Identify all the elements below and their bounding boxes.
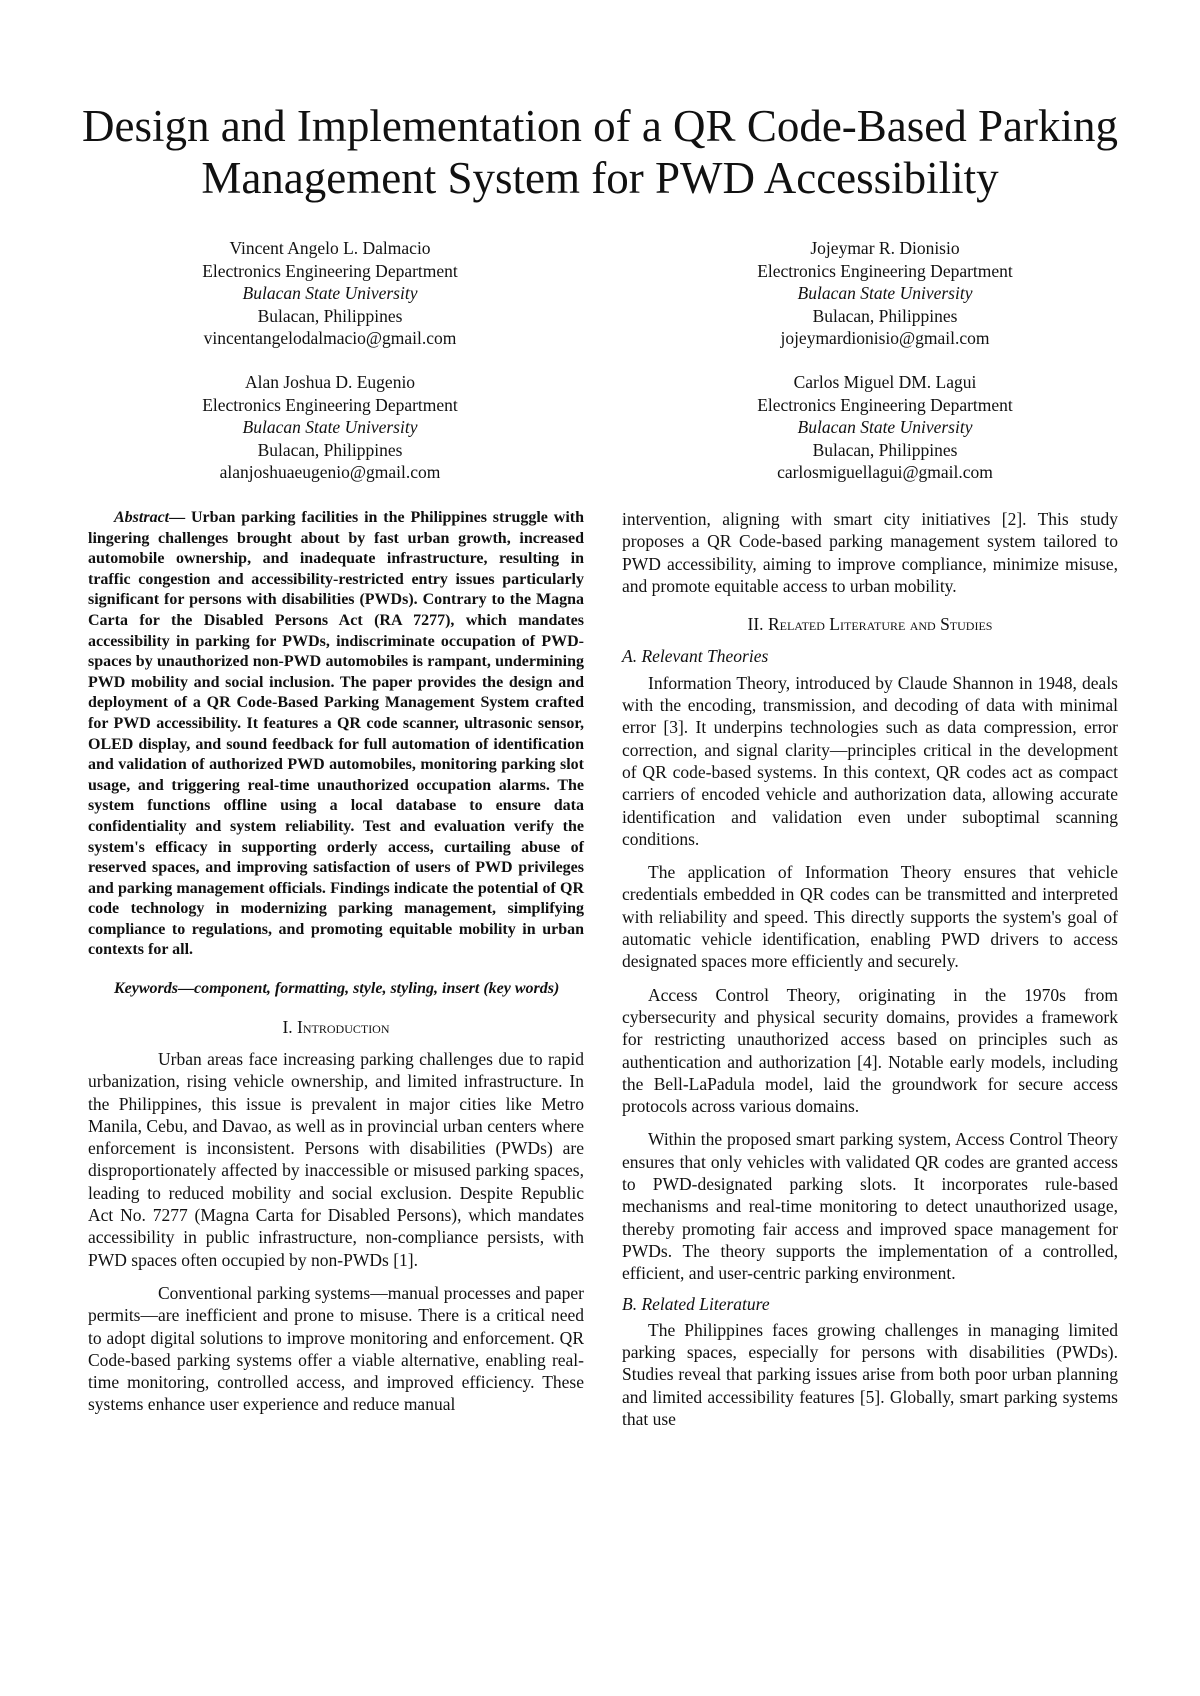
body-paragraph: Information Theory, introduced by Claude Shannon in 1948, deals with the encoding, transmission, and decoding of data with minimal error [3]. It underpins technologies such as data compression, error correction, and signal clarity—principles critical in the development of QR code-based systems. In this context, QR codes act as compact carriers of encoded vehicle and authorization data, allowing accurate identification and validation even under suboptimal scanning conditions. <box>622 672 1118 849</box>
subsection-title: Relevant Theories <box>641 646 769 667</box>
author-location: Bulacan, Philippines <box>812 439 958 460</box>
author-block <box>655 237 1115 350</box>
body-paragraph: Within the proposed smart parking system, Access Control Theory ensures that only vehicles with validated QR codes are granted access to PWD-designated parking slots. It incorporates rule-based mechanisms and real-time monitoring to detect unauthorized usage, thereby promoting fair access and improved space management for PWDs. The theory supports the implementation of a controlled, efficient, and user-centric parking environment. <box>622 1129 1118 1284</box>
author-department: Electronics Engineering Department <box>202 260 458 281</box>
author-department: Electronics Engineering Department <box>202 394 458 415</box>
author-department: Electronics Engineering Department <box>757 394 1013 415</box>
author-email: vincentangelodalmacio@gmail.com <box>203 328 457 348</box>
abstract <box>88 508 584 961</box>
abstract-text: — Urban parking facilities in the Philippines struggle with lingering challenges brought about by fast urban growth, increased automobile ownership, and inadequate infrastructure, resulting in traffic congestion and accessibility-restricted entry issues particularly significant for persons with disabilities (PWDs). Contrary to the Magna Carta for the Disabled Persons Act (RA 7277), which mandates accessibility in parking for PWDs, indiscriminate occupation of PWD-spaces by unauthorized non-PWD automobiles is rampant, undermining PWD mobility and social inclusion. The paper provides the design and deployment of a QR Code-Based Parking Management System crafted for PWD accessibility. It features a QR code scanner, ultrasonic sensor, OLED display, and sound feedback for full automation of identification and validation of authorized PWD automobiles, monitoring parking slot usage, and triggering real-time unauthorized occupation alarms. The system functions offline using a local database to ensure data confidentiality and system reliability. Test and evaluation verify the system's efficacy in supporting orderly access, curtailing abuse of reserved spaces, and improving satisfaction of users of PWD privileges and parking management officials. Findings indicate the potential of QR code technology in modernizing parking management, simplifying compliance to regulations, and promoting equitable mobility in urban contexts for all. <box>88 509 584 959</box>
author-email: jojeymardionisio@gmail.com <box>780 328 990 348</box>
body-paragraph: The application of Information Theory ensures that vehicle credentials embedded in QR codes can be transmitted and interpreted with reliability and speed. This directly supports the system's goal of automatic vehicle identification, enabling PWD drivers to access designated spaces more efficiently and securely. <box>622 862 1118 972</box>
body-paragraph: The Philippines faces growing challenges in managing limited parking spaces, especially for persons with disabilities (PWDs). Studies reveal that parking issues arise from both poor urban planning and limited accessibility features [5]. Globally, smart parking systems that use <box>622 1319 1118 1429</box>
author-university: Bulacan State University <box>242 283 418 303</box>
author-email: alanjoshuaeugenio@gmail.com <box>219 462 441 482</box>
left-column <box>88 508 584 1416</box>
keywords: Keywords—component, formatting, style, styling, insert (key words) <box>114 980 560 998</box>
section-number: I. <box>282 1016 293 1037</box>
body-paragraph: Urban areas face increasing parking challenges due to rapid urbanization, rising vehicle ownership, and limited infrastructure. In the Philippines, this issue is prevalent in major cities like Metro Manila, Cebu, and Davao, as well as in provincial urban centers where enforcement is inconsistent. Persons with disabilities (PWDs) are disproportionately affected by inaccessible or misused parking spaces, leading to reduced mobility and social exclusion. Despite Republic Act No. 7277 (Magna Carta for Disabled Persons), which mandates accessibility in public infrastructure, non-compliance persists, with PWD spaces often occupied by non-PWDs [1]. <box>88 1048 584 1270</box>
author-block <box>100 371 560 484</box>
author-department: Electronics Engineering Department <box>757 260 1013 281</box>
right-column <box>622 508 1118 1430</box>
body-paragraph: intervention, aligning with smart city initiatives [2]. This study proposes a QR Code-based parking management system tailored to PWD accessibility, aiming to improve compliance, minimize misuse, and promote equitable access to urban mobility. <box>622 509 1118 596</box>
author-university: Bulacan State University <box>797 417 973 437</box>
abstract-label: Abstract <box>114 509 170 526</box>
author-block <box>100 237 560 350</box>
author-name: Jojeymar R. Dionisio <box>810 238 960 258</box>
author-name: Vincent Angelo L. Dalmacio <box>229 238 431 258</box>
body-paragraph: Conventional parking systems—manual processes and paper permits—are inefficient and prone to misuse. There is a critical need to adopt digital solutions to improve monitoring and enforcement. QR Code-based parking systems offer a viable alternative, enabling real-time monitoring, controlled access, and improved efficiency. These systems enhance user experience and reduce manual <box>88 1282 584 1415</box>
author-name: Alan Joshua D. Eugenio <box>244 372 416 392</box>
author-university: Bulacan State University <box>242 417 418 437</box>
subsection-title: Related Literature <box>641 1293 770 1314</box>
subsection-label: A. <box>622 646 638 667</box>
author-block <box>655 371 1115 484</box>
author-location: Bulacan, Philippines <box>257 439 403 460</box>
subsection-heading-related-literature <box>622 1293 1118 1315</box>
section-heading-introduction <box>88 1016 584 1038</box>
section-title: Related Literature and Studies <box>767 614 993 635</box>
subsection-heading-relevant-theories <box>622 645 1118 667</box>
section-heading-related-literature <box>622 613 1118 635</box>
author-name: Carlos Miguel DM. Lagui <box>793 372 977 392</box>
author-location: Bulacan, Philippines <box>812 305 958 326</box>
author-university: Bulacan State University <box>797 283 973 303</box>
section-number: II. <box>747 614 764 635</box>
paper-title: Design and Implementation of a QR Code-Based Parking Management System for PWD Accessibility <box>81 101 1119 203</box>
author-location: Bulacan, Philippines <box>257 305 403 326</box>
author-email: carlosmiguellagui@gmail.com <box>777 462 993 482</box>
section-title: Introduction <box>297 1016 390 1037</box>
body-paragraph: Access Control Theory, originating in the 1970s from cybersecurity and physical security domains, provides a framework for restricting unauthorized access based on principles such as authentication and authorization [4]. Notable early models, including the Bell-LaPadula model, laid the groundwork for secure access protocols across various domains. <box>622 984 1118 1117</box>
subsection-label: B. <box>622 1293 638 1314</box>
